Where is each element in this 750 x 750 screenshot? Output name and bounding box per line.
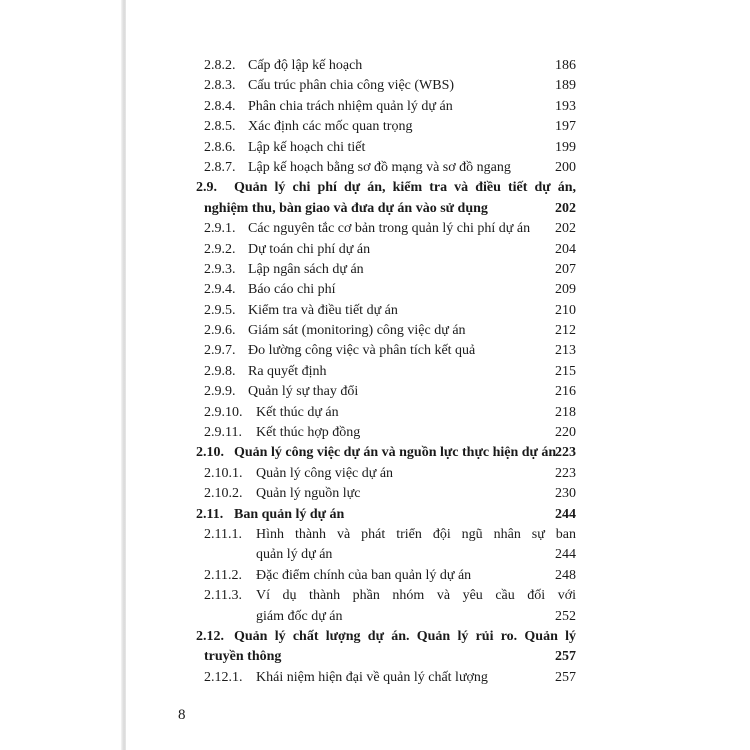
toc-entry-title: Ra quyết định (248, 363, 327, 379)
toc-subsection-row (196, 117, 576, 137)
toc-entry-page: 223 (555, 445, 576, 461)
toc-entry-page: 252 (555, 608, 576, 624)
toc-subsection-row (196, 525, 576, 545)
toc-entry-page: 202 (555, 200, 576, 216)
toc-entry-title: Đo lường công việc và phân tích kết quả (248, 343, 476, 359)
toc-entry-page: 244 (555, 547, 576, 563)
toc-entry-title: Giám sát (monitoring) công việc dự án (248, 323, 466, 339)
toc-entry-title: Ban quản lý dự án (234, 506, 345, 522)
toc-section-row (196, 178, 576, 198)
toc-entry-page: 199 (555, 139, 576, 155)
toc-entry-number: 2.11.2. (204, 567, 242, 583)
toc-entry-number: 2.12. (196, 628, 224, 644)
toc-subsection-row (196, 280, 576, 300)
toc-section-row (196, 647, 576, 667)
toc-subsection-row (196, 545, 576, 565)
toc-entry-title: Quản lý chi phí dự án, kiểm tra và điều tiết dự án, (234, 180, 576, 196)
toc-entry-number: 2.9.5. (204, 302, 236, 318)
toc-entry-page: 244 (555, 506, 576, 522)
toc-entry-title: Quản lý công việc dự án (256, 465, 394, 481)
toc-subsection-row (196, 97, 576, 117)
toc-entry-number: 2.11.1. (204, 526, 242, 542)
toc-section-row (196, 505, 576, 525)
toc-entry-title: quản lý dự án (256, 547, 333, 563)
toc-entry-number: 2.11. (196, 506, 224, 522)
toc-entry-number: 2.11.3. (204, 588, 242, 604)
toc-subsection-row (196, 403, 576, 423)
toc-subsection-row (196, 566, 576, 586)
toc-entry-number: 2.9.2. (204, 241, 236, 257)
toc-entry-title: Lập ngân sách dự án (248, 261, 364, 277)
toc-entry-number: 2.8.4. (204, 98, 236, 114)
toc-entry-number: 2.9.10. (204, 404, 243, 420)
toc-entry-number: 2.9.4. (204, 282, 236, 298)
toc-subsection-row (196, 484, 576, 504)
toc-entry-title: Kết thúc hợp đồng (256, 425, 361, 441)
toc-entry-page: 257 (555, 649, 576, 665)
toc-subsection-row (196, 158, 576, 178)
adjacent-page-margin (0, 0, 125, 750)
toc-section-row (196, 443, 576, 463)
toc-entry-page: 257 (555, 669, 576, 685)
toc-entry-title: truyền thông (204, 649, 282, 665)
toc-entry-number: 2.8.2. (204, 58, 236, 73)
toc-entry-title: Báo cáo chi phí (248, 282, 336, 298)
toc-entry-page: 207 (555, 261, 576, 277)
toc-entry-page: 248 (555, 567, 576, 583)
toc-subsection-row (196, 219, 576, 239)
toc-entry-title: Kiểm tra và điều tiết dự án (248, 302, 398, 318)
toc-entry-title: Đặc điểm chính của ban quản lý dự án (256, 567, 472, 583)
toc-subsection-row (196, 341, 576, 361)
toc-entry-title: giám đốc dự án (256, 608, 343, 624)
toc-subsection-row (196, 56, 576, 76)
toc-entry-page: 189 (555, 78, 576, 94)
book-page (126, 0, 750, 750)
toc-entry-title: Lập kế hoạch chi tiết (248, 139, 366, 155)
toc-entry-title: Khái niệm hiện đại về quản lý chất lượng (256, 669, 488, 685)
table-of-contents (196, 56, 576, 688)
toc-entry-number: 2.9. (196, 180, 217, 196)
toc-entry-page: 186 (555, 58, 576, 73)
toc-entry-number: 2.9.9. (204, 384, 236, 400)
toc-entry-page: 213 (555, 343, 576, 359)
toc-entry-title: Ví dụ thành phần nhóm và yêu cầu đối với (256, 588, 576, 604)
toc-entry-title: nghiệm thu, bàn giao và đưa dự án vào sử dụng (204, 200, 488, 216)
toc-entry-title: Dự toán chi phí dự án (248, 241, 371, 257)
toc-entry-title: Quản lý sự thay đổi (248, 384, 359, 400)
toc-entry-number: 2.10.2. (204, 486, 243, 502)
toc-entry-title: Cấu trúc phân chia công việc (WBS) (248, 78, 455, 94)
toc-subsection-row (196, 240, 576, 260)
toc-entry-title: Xác định các mốc quan trọng (248, 119, 413, 135)
toc-subsection-row (196, 586, 576, 606)
toc-entry-number: 2.10.1. (204, 465, 243, 481)
toc-section-row (196, 199, 576, 219)
toc-subsection-row (196, 423, 576, 443)
toc-subsection-row (196, 321, 576, 341)
toc-subsection-row (196, 607, 576, 627)
toc-entry-number: 2.9.1. (204, 221, 236, 237)
toc-entry-page: 202 (555, 221, 576, 237)
toc-entry-page: 215 (555, 363, 576, 379)
toc-subsection-row (196, 464, 576, 484)
toc-entry-number: 2.12.1. (204, 669, 243, 685)
toc-entry-title: Quản lý nguồn lực (256, 486, 361, 502)
toc-subsection-row (196, 668, 576, 688)
page-number: 8 (178, 707, 186, 723)
toc-subsection-row (196, 382, 576, 402)
toc-entry-page: 220 (555, 425, 576, 441)
toc-entry-page: 223 (555, 465, 576, 481)
toc-entry-page: 230 (555, 486, 576, 502)
toc-entry-page: 209 (555, 282, 576, 298)
toc-entry-title: Lập kế hoạch bằng sơ đồ mạng và sơ đồ ngang (248, 159, 511, 175)
toc-entry-page: 204 (555, 241, 576, 257)
toc-entry-number: 2.9.6. (204, 323, 236, 339)
toc-subsection-row (196, 301, 576, 321)
toc-entry-title: Kết thúc dự án (256, 404, 339, 420)
toc-entry-page: 212 (555, 323, 576, 339)
toc-entry-title: Quản lý công việc dự án và nguồn lực thực hiện dự án (234, 445, 557, 461)
toc-subsection-row (196, 138, 576, 158)
toc-entry-page: 200 (555, 159, 576, 175)
toc-subsection-row (196, 362, 576, 382)
toc-entry-number: 2.8.7. (204, 159, 236, 175)
toc-entry-number: 2.9.3. (204, 261, 236, 277)
toc-entry-number: 2.10. (196, 445, 224, 461)
toc-entry-number: 2.8.5. (204, 119, 236, 135)
toc-entry-page: 216 (555, 384, 576, 400)
toc-entry-title: Các nguyên tắc cơ bản trong quản lý chi phí dự án (248, 221, 531, 237)
toc-entry-number: 2.9.8. (204, 363, 236, 379)
toc-entry-title: Cấp độ lập kế hoạch (248, 58, 363, 73)
toc-entry-number: 2.9.11. (204, 425, 242, 441)
toc-entry-page: 193 (555, 98, 576, 114)
toc-entry-title: Quản lý chất lượng dự án. Quản lý rủi ro. Quản lý (234, 628, 576, 644)
toc-section-row (196, 627, 576, 647)
toc-entry-page: 197 (555, 119, 576, 135)
toc-subsection-row (196, 76, 576, 96)
toc-entry-number: 2.8.6. (204, 139, 236, 155)
toc-entry-number: 2.8.3. (204, 78, 236, 94)
toc-entry-page: 218 (555, 404, 576, 420)
toc-subsection-row (196, 260, 576, 280)
toc-entry-number: 2.9.7. (204, 343, 236, 359)
toc-entry-title: Phân chia trách nhiệm quản lý dự án (248, 98, 453, 114)
toc-entry-title: Hình thành và phát triển đội ngũ nhân sự ban (256, 526, 576, 542)
toc-entry-page: 210 (555, 302, 576, 318)
